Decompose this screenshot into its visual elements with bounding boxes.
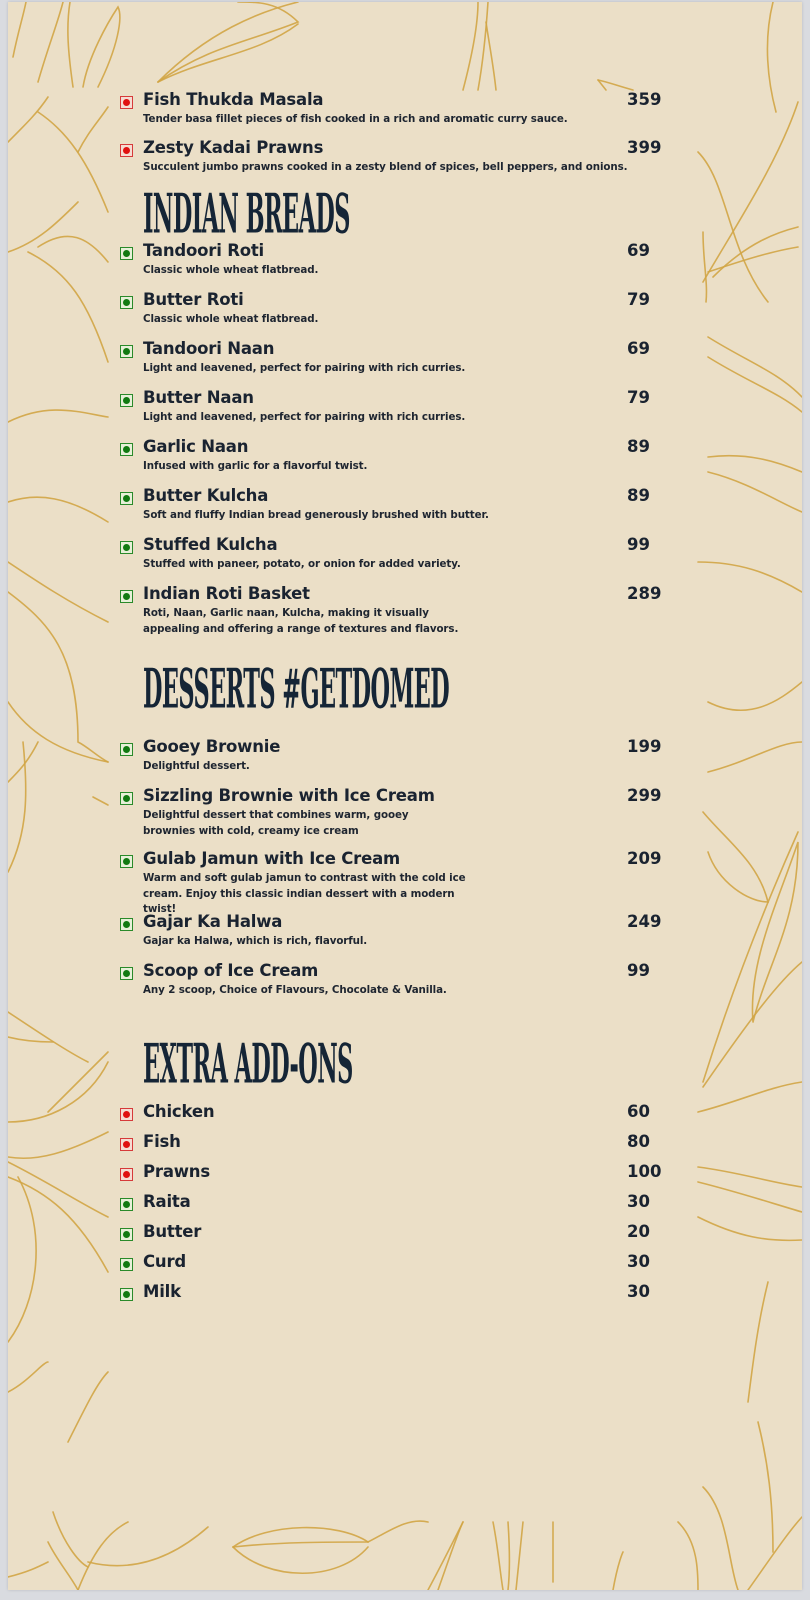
veg-indicator-icon	[120, 1228, 133, 1241]
item-name: Butter Naan	[143, 388, 254, 407]
veg-indicator-icon	[120, 792, 133, 805]
item-name: Scoop of Ice Cream	[143, 961, 319, 980]
section-title-desserts: DESSERTS #GETDOMED	[143, 657, 450, 722]
item-name: Tandoori Roti	[143, 241, 265, 260]
section-title-extra-add-ons: EXTRA ADD-ONS	[143, 1032, 353, 1097]
menu-page	[8, 2, 802, 1590]
non-veg-indicator-icon	[120, 144, 133, 157]
item-name: Butter	[143, 1222, 202, 1241]
item-name: Tandoori Naan	[143, 339, 275, 358]
item-description: Gajar ka Halwa, which is rich, flavorful.	[143, 935, 368, 947]
veg-indicator-icon	[120, 443, 133, 456]
item-name: Sizzling Brownie with Ice Cream	[143, 786, 435, 805]
item-name: Fish	[143, 1132, 181, 1151]
item-price: 209	[627, 849, 662, 868]
item-name: Gulab Jamun with Ice Cream	[143, 849, 401, 868]
item-price: 199	[627, 737, 662, 756]
veg-indicator-icon	[120, 743, 133, 756]
non-veg-indicator-icon	[120, 96, 133, 109]
veg-indicator-icon	[120, 855, 133, 868]
item-price: 99	[627, 961, 650, 980]
menu-content	[8, 2, 802, 1590]
item-price: 30	[627, 1252, 650, 1271]
item-price: 79	[627, 388, 650, 407]
veg-indicator-icon	[120, 918, 133, 931]
item-price: 249	[627, 912, 662, 931]
veg-indicator-icon	[120, 541, 133, 554]
item-name: Stuffed Kulcha	[143, 535, 278, 554]
item-name: Milk	[143, 1282, 181, 1301]
item-price: 79	[627, 290, 650, 309]
item-price: 100	[627, 1162, 662, 1181]
veg-indicator-icon	[120, 394, 133, 407]
item-price: 299	[627, 786, 662, 805]
item-price: 359	[627, 90, 662, 109]
item-description: Warm and soft gulab jamun to contrast with the cold ice cream. Enjoy this classic indian dessert with a modern twist!	[143, 872, 466, 915]
item-price: 89	[627, 437, 650, 456]
item-name: Garlic Naan	[143, 437, 249, 456]
item-description: Light and leavened, perfect for pairing with rich curries.	[143, 411, 466, 423]
non-veg-indicator-icon	[120, 1138, 133, 1151]
item-price: 69	[627, 339, 650, 358]
veg-indicator-icon	[120, 296, 133, 309]
item-price: 399	[627, 138, 662, 157]
item-name: Butter Kulcha	[143, 486, 269, 505]
veg-indicator-icon	[120, 1198, 133, 1211]
item-description: Light and leavened, perfect for pairing with rich curries.	[143, 362, 466, 374]
veg-indicator-icon	[120, 1258, 133, 1271]
item-description: Succulent jumbo prawns cooked in a zesty blend of spices, bell peppers, and onions.	[143, 161, 628, 173]
section-title-indian-breads: INDIAN BREADS	[143, 182, 350, 247]
item-price: 289	[627, 584, 662, 603]
non-veg-indicator-icon	[120, 1108, 133, 1121]
item-price: 30	[627, 1192, 650, 1211]
veg-indicator-icon	[120, 1288, 133, 1301]
item-description: Roti, Naan, Garlic naan, Kulcha, making it visually appealing and offering a range of textures and flavors.	[143, 607, 459, 635]
item-description: Delightful dessert that combines warm, gooey brownies with cold, creamy ice cream	[143, 809, 409, 837]
veg-indicator-icon	[120, 345, 133, 358]
item-description: Delightful dessert.	[143, 760, 250, 772]
veg-indicator-icon	[120, 590, 133, 603]
item-description: Classic whole wheat flatbread.	[143, 313, 319, 325]
non-veg-indicator-icon	[120, 1168, 133, 1181]
item-name: Zesty Kadai Prawns	[143, 138, 324, 157]
item-price: 99	[627, 535, 650, 554]
item-name: Chicken	[143, 1102, 215, 1121]
item-price: 60	[627, 1102, 650, 1121]
item-name: Indian Roti Basket	[143, 584, 310, 603]
item-name: Butter Roti	[143, 290, 244, 309]
item-name: Gajar Ka Halwa	[143, 912, 283, 931]
veg-indicator-icon	[120, 247, 133, 260]
item-description: Infused with garlic for a flavorful twist.	[143, 460, 368, 472]
item-price: 80	[627, 1132, 650, 1151]
item-price: 20	[627, 1222, 650, 1241]
item-description: Soft and fluffy Indian bread generously brushed with butter.	[143, 509, 489, 521]
item-description: Any 2 scoop, Choice of Flavours, Chocolate & Vanilla.	[143, 984, 447, 996]
item-name: Gooey Brownie	[143, 737, 281, 756]
item-description: Tender basa fillet pieces of fish cooked in a rich and aromatic curry sauce.	[143, 113, 568, 125]
item-description: Stuffed with paneer, potato, or onion for added variety.	[143, 558, 461, 570]
item-price: 69	[627, 241, 650, 260]
item-name: Fish Thukda Masala	[143, 90, 324, 109]
item-price: 30	[627, 1282, 650, 1301]
veg-indicator-icon	[120, 492, 133, 505]
item-price: 89	[627, 486, 650, 505]
item-name: Prawns	[143, 1162, 210, 1181]
item-description: Classic whole wheat flatbread.	[143, 264, 319, 276]
item-name: Raita	[143, 1192, 191, 1211]
veg-indicator-icon	[120, 967, 133, 980]
item-name: Curd	[143, 1252, 187, 1271]
